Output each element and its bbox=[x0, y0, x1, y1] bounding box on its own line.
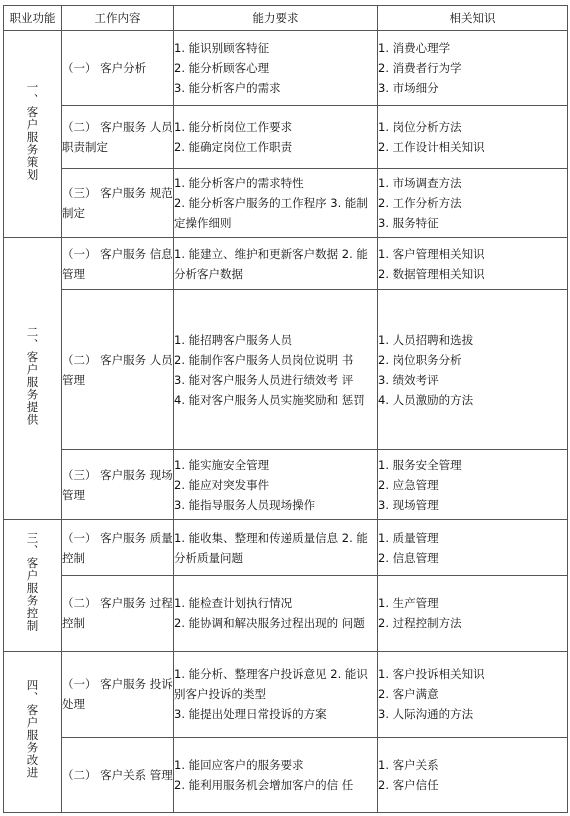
requirement-item: 2. 能分析客户服务的工作程序 3. 能制定操作细则 bbox=[174, 196, 368, 231]
requirement-item: 1. 能招聘客户服务人员 bbox=[174, 332, 293, 347]
table-row bbox=[4, 738, 568, 813]
work-content-cell bbox=[62, 575, 174, 651]
knowledge-item: 2. 工作分析方法 bbox=[378, 196, 462, 211]
requirement-item: 2. 能应对突发事件 bbox=[174, 477, 270, 492]
knowledge-item: 1. 服务安全管理 bbox=[378, 457, 462, 472]
job-function-cell bbox=[4, 651, 62, 813]
table-row bbox=[4, 651, 568, 738]
work-content-text: （一） 客户分析 bbox=[62, 60, 147, 75]
work-content-cell bbox=[62, 169, 174, 238]
knowledge-item: 2. 过程控制方法 bbox=[378, 616, 462, 631]
knowledge-cell bbox=[378, 575, 568, 651]
job-function-cell bbox=[4, 237, 62, 520]
knowledge-item: 1. 客户关系 bbox=[378, 758, 439, 773]
work-content-text: （一） 客户服务 信息管理 bbox=[62, 246, 173, 281]
requirement-item: 2. 能利用服务机会增加客户的信 任 bbox=[174, 778, 354, 793]
knowledge-cell bbox=[378, 105, 568, 169]
work-content-text: （三） 客户服务 现场管理 bbox=[62, 467, 173, 502]
requirement-item: 3. 能指导服务人员现场操作 bbox=[174, 497, 316, 512]
knowledge-item: 1. 客户投诉相关知识 bbox=[378, 667, 485, 682]
requirements-cell bbox=[174, 237, 378, 289]
table-row bbox=[4, 575, 568, 651]
knowledge-item: 2. 客户信任 bbox=[378, 778, 439, 793]
knowledge-item: 1. 人员招聘和选拔 bbox=[378, 332, 474, 347]
work-content-text: （二） 客户服务 过程控制 bbox=[62, 596, 173, 631]
requirement-item: 3. 能对客户服务人员进行绩效考 评 bbox=[174, 372, 354, 387]
table-row bbox=[4, 105, 568, 169]
requirements-cell bbox=[174, 169, 378, 238]
knowledge-item: 2. 工作设计相关知识 bbox=[378, 139, 485, 154]
knowledge-item: 3. 现场管理 bbox=[378, 497, 439, 512]
knowledge-item: 1. 生产管理 bbox=[378, 596, 439, 611]
requirement-item: 1. 能分析客户的需求特性 bbox=[174, 176, 304, 191]
table-row bbox=[4, 169, 568, 238]
work-content-text: （一） 客户服务 投诉处理 bbox=[62, 677, 173, 712]
knowledge-cell bbox=[378, 651, 568, 738]
work-content-cell bbox=[62, 290, 174, 449]
knowledge-item: 1. 岗位分析方法 bbox=[378, 119, 462, 134]
job-function-cell bbox=[4, 520, 62, 651]
work-content-text: （一） 客户服务 质量控制 bbox=[62, 530, 173, 565]
table-row bbox=[4, 237, 568, 289]
knowledge-item: 3. 市场细分 bbox=[378, 80, 439, 95]
requirements-cell bbox=[174, 31, 378, 106]
knowledge-cell bbox=[378, 290, 568, 449]
knowledge-cell bbox=[378, 449, 568, 520]
knowledge-item: 2. 信息管理 bbox=[378, 550, 439, 565]
knowledge-cell bbox=[378, 738, 568, 813]
requirement-item: 2. 能分析顾客心理 bbox=[174, 60, 270, 75]
work-content-cell bbox=[62, 105, 174, 169]
table-row bbox=[4, 31, 568, 106]
requirement-item: 2. 能制作客户服务人员岗位说明 书 bbox=[174, 352, 354, 367]
knowledge-item: 3. 服务特征 bbox=[378, 216, 439, 231]
requirement-item: 1. 能识别顾客特征 bbox=[174, 40, 270, 55]
knowledge-cell bbox=[378, 520, 568, 575]
knowledge-item: 1. 消费心理学 bbox=[378, 40, 451, 55]
work-content-text: （二） 客户服务 人员管理 bbox=[62, 352, 173, 387]
requirement-item: 2. 能确定岗位工作职责 bbox=[174, 139, 293, 154]
knowledge-item: 4. 人员激励的方法 bbox=[378, 392, 474, 407]
header-knowledge: 相关知识 bbox=[378, 6, 568, 31]
requirements-cell bbox=[174, 105, 378, 169]
knowledge-item: 2. 消费者行为学 bbox=[378, 60, 462, 75]
header-work-content: 工作内容 bbox=[62, 6, 174, 31]
work-content-cell bbox=[62, 31, 174, 106]
work-content-cell bbox=[62, 520, 174, 575]
requirement-item: 1. 能回应客户的服务要求 bbox=[174, 758, 304, 773]
table-header-row bbox=[4, 6, 568, 31]
work-content-cell bbox=[62, 237, 174, 289]
knowledge-cell bbox=[378, 237, 568, 289]
work-content-cell bbox=[62, 738, 174, 813]
work-content-cell bbox=[62, 449, 174, 520]
knowledge-cell bbox=[378, 31, 568, 106]
work-content-text: （二） 客户关系 管理 bbox=[62, 768, 173, 783]
requirement-item: 1. 能检查计划执行情况 bbox=[174, 596, 293, 611]
job-function-label: 四、客户服务改进 bbox=[25, 678, 40, 779]
knowledge-item: 3. 人际沟通的方法 bbox=[378, 707, 474, 722]
requirement-item: 4. 能对客户服务人员实施奖励和 惩罚 bbox=[174, 392, 365, 407]
knowledge-cell bbox=[378, 169, 568, 238]
requirement-item: 3. 能分析客户的需求 bbox=[174, 80, 281, 95]
job-function-label: 二、客户服务提供 bbox=[25, 325, 40, 426]
requirements-cell bbox=[174, 290, 378, 449]
requirements-cell bbox=[174, 651, 378, 738]
requirements-cell bbox=[174, 449, 378, 520]
knowledge-item: 1. 市场调查方法 bbox=[378, 176, 462, 191]
work-content-text: （三） 客户服务 规范制定 bbox=[62, 186, 173, 221]
requirement-item: 1. 能分析、整理客户投诉意见 2. 能识别客户投诉的类型 bbox=[174, 667, 368, 702]
requirement-item: 1. 能实施安全管理 bbox=[174, 457, 270, 472]
table-row bbox=[4, 290, 568, 449]
requirement-item: 1. 能分析岗位工作要求 bbox=[174, 119, 293, 134]
requirement-item: 2. 能协调和解决服务过程出现的 问题 bbox=[174, 616, 365, 631]
job-function-cell bbox=[4, 31, 62, 238]
requirement-item: 1. 能收集、整理和传递质量信息 2. 能分析质量问题 bbox=[174, 530, 368, 565]
job-function-label: 三、客户服务控制 bbox=[25, 532, 40, 633]
job-skill-table bbox=[3, 5, 568, 813]
table-row bbox=[4, 449, 568, 520]
work-content-text: （二） 客户服务 人员职责制定 bbox=[62, 119, 173, 154]
requirement-item: 3. 能提出处理日常投诉的方案 bbox=[174, 707, 327, 722]
knowledge-item: 3. 绩效考评 bbox=[378, 372, 439, 387]
requirement-item: 1. 能建立、维护和更新客户数据 2. 能分析客户数据 bbox=[174, 246, 368, 281]
header-requirements: 能力要求 bbox=[174, 6, 378, 31]
requirements-cell bbox=[174, 738, 378, 813]
knowledge-item: 2. 数据管理相关知识 bbox=[378, 266, 485, 281]
knowledge-item: 1. 质量管理 bbox=[378, 530, 439, 545]
table-row bbox=[4, 520, 568, 575]
requirements-cell bbox=[174, 575, 378, 651]
requirements-cell bbox=[174, 520, 378, 575]
job-function-label: 一、客户服务策划 bbox=[25, 80, 40, 181]
work-content-cell bbox=[62, 651, 174, 738]
knowledge-item: 2. 客户满意 bbox=[378, 687, 439, 702]
knowledge-item: 1. 客户管理相关知识 bbox=[378, 246, 485, 261]
table-body bbox=[4, 31, 568, 813]
header-function: 职业功能 bbox=[4, 6, 62, 31]
knowledge-item: 2. 岗位职务分析 bbox=[378, 352, 462, 367]
knowledge-item: 2. 应急管理 bbox=[378, 477, 439, 492]
